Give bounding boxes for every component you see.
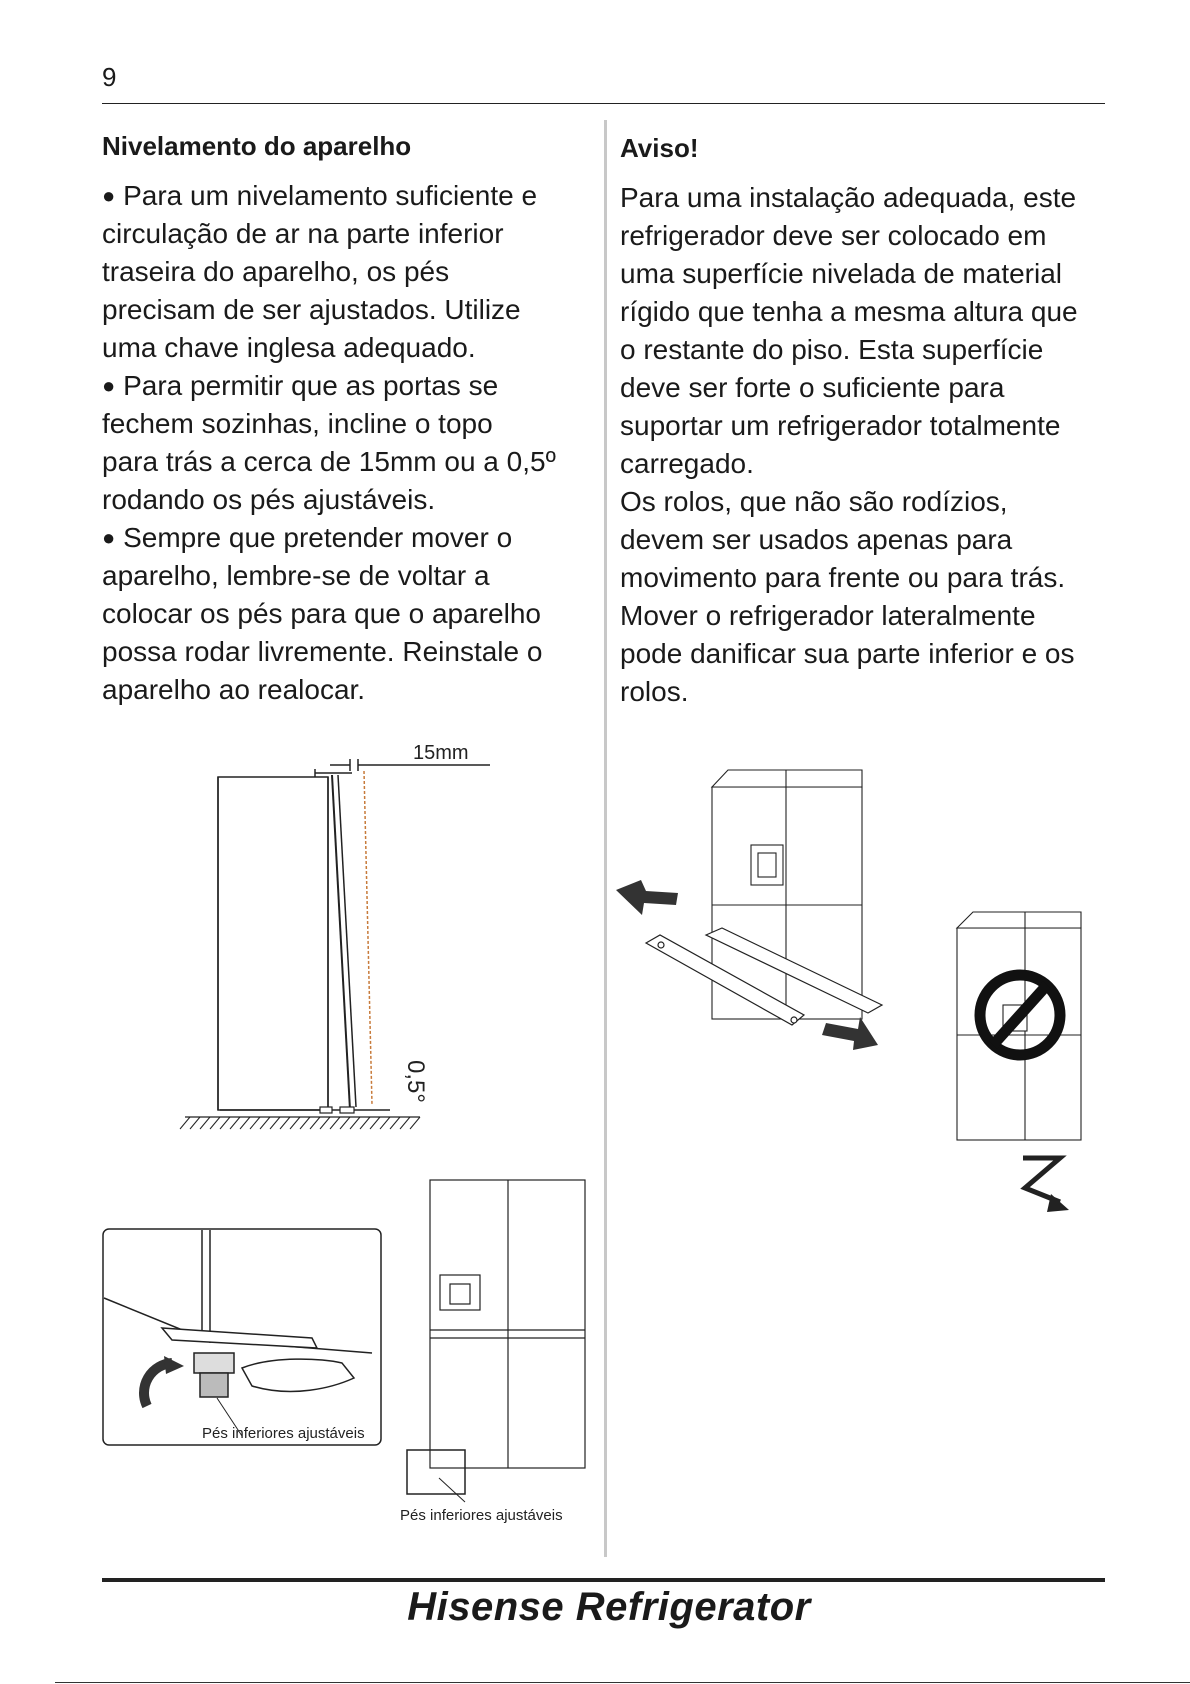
angle-label: 0,5°	[402, 1060, 429, 1103]
foot-closeup-caption: Pés inferiores ajustáveis	[202, 1425, 365, 1442]
text-line: rolos.	[620, 676, 689, 707]
bullet-line: possa rodar livremente. Reinstale o	[102, 636, 543, 667]
bullet-icon: ●	[102, 373, 116, 398]
warning-text	[620, 179, 1100, 711]
fridge-front-caption: Pés inferiores ajustáveis	[400, 1507, 563, 1524]
bullet-line: circulação de ar na parte inferior	[102, 218, 504, 249]
bullet-icon: ●	[102, 183, 116, 208]
warning-paragraph	[620, 179, 1100, 483]
bullet-line: aparelho, lembre-se de voltar a	[102, 560, 490, 591]
leveling-instructions	[102, 177, 592, 709]
bullet-icon: ●	[102, 525, 116, 550]
text-line: refrigerador deve ser colocado em	[620, 220, 1047, 251]
warning-heading: Aviso!	[620, 133, 699, 163]
zigzag-arrow-icon	[1023, 1158, 1060, 1202]
bullet-item	[102, 177, 592, 367]
text-line: Os rolos, que não são rodízios,	[620, 486, 1008, 517]
text-line: Para uma instalação adequada, este	[620, 182, 1077, 213]
bullet-line: uma chave inglesa adequado.	[102, 332, 476, 363]
gap-label: 15mm	[413, 742, 469, 764]
page-number: 9	[102, 62, 117, 92]
moving-rollers-figure	[616, 765, 886, 1060]
bullet-line: precisam de ser ajustados. Utilize	[102, 294, 521, 325]
text-line: pode danificar sua parte inferior e os	[620, 638, 1075, 669]
column-divider	[604, 120, 607, 1557]
adjustable-foot-closeup-figure	[102, 1228, 382, 1446]
bullet-line: Para permitir que as portas se	[123, 370, 499, 401]
bullet-item	[102, 519, 592, 709]
bullet-line: Sempre que pretender mover o	[123, 522, 513, 553]
section-heading-leveling: Nivelamento do aparelho	[102, 131, 412, 161]
warning-paragraph	[620, 483, 1100, 711]
text-line: deve ser forte o suficiente para	[620, 372, 1005, 403]
text-line: o restante do piso. Esta superfície	[620, 334, 1044, 365]
tilt-reference-line	[364, 771, 372, 1105]
bullet-item	[102, 367, 592, 519]
text-line: rígido que tenha a mesma altura que	[620, 296, 1078, 327]
bullet-line: traseira do aparelho, os pés	[102, 256, 450, 287]
bullet-line: rodando os pés ajustáveis.	[102, 484, 436, 515]
text-line: suportar um refrigerador totalmente	[620, 410, 1061, 441]
page-bottom-line	[55, 1682, 1190, 1683]
footer-rule	[102, 1578, 1105, 1582]
bullet-line: aparelho ao realocar.	[102, 674, 366, 705]
text-line: carregado.	[620, 448, 754, 479]
tilt-side-view-figure	[180, 735, 520, 1135]
bullet-line: colocar os pés para que o aparelho	[102, 598, 541, 629]
brand-name: Hisense Refrigerator	[407, 1585, 811, 1629]
fridge-body-side	[218, 777, 328, 1110]
bullet-line: para trás a cerca de 15mm ou a 0,5º	[102, 446, 556, 477]
brand-footer	[0, 1585, 1190, 1630]
text-line: Mover o refrigerador lateralmente	[620, 600, 1036, 631]
header-rule	[102, 103, 1105, 104]
prohibited-sideways-figure	[955, 910, 1095, 1220]
text-line: uma superfície nivelada de material	[620, 258, 1063, 289]
text-line: movimento para frente ou para trás.	[620, 562, 1066, 593]
bullet-line: fechem sozinhas, incline o topo	[102, 408, 493, 439]
fridge-front-figure	[395, 1178, 595, 1528]
bullet-line: Para um nivelamento suficiente e	[123, 180, 538, 211]
text-line: devem ser usados apenas para	[620, 524, 1013, 555]
back-arrow-icon	[616, 880, 678, 915]
forward-arrow-icon	[822, 1017, 878, 1050]
